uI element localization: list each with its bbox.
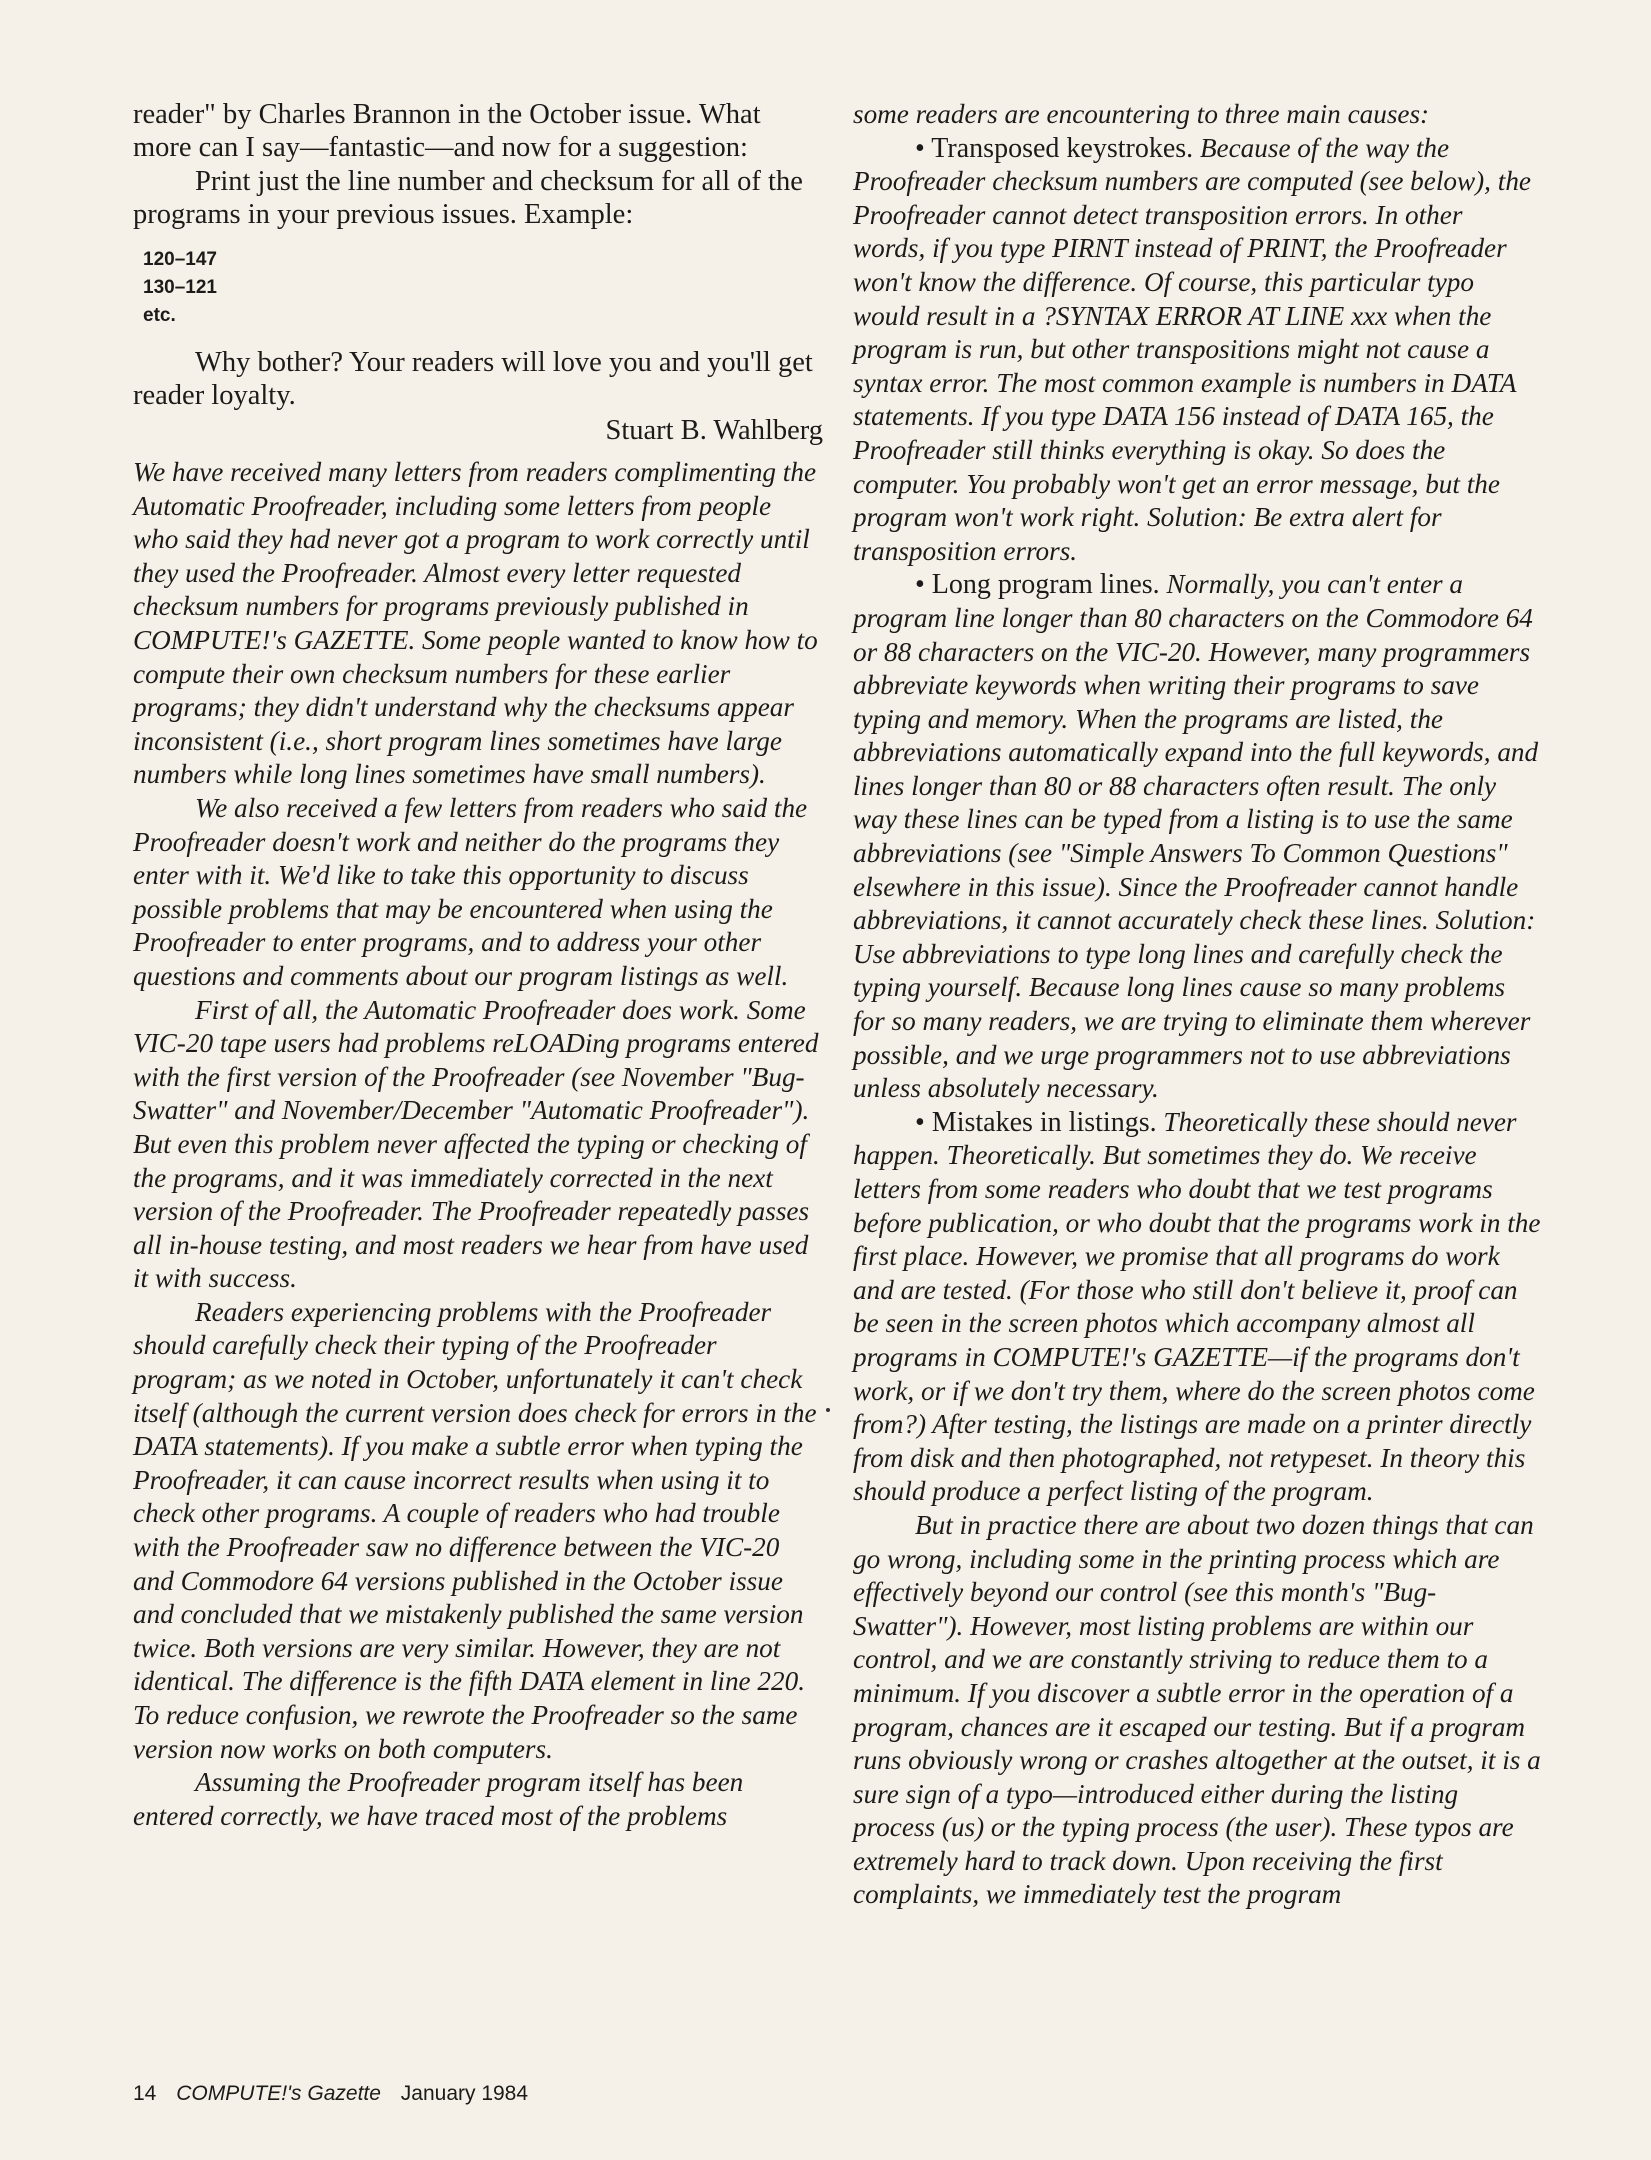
issue-date: January 1984 bbox=[400, 2082, 529, 2105]
bullet-long-program-lines bbox=[853, 568, 1541, 1106]
reply-paragraph-2: We also received a few letters from readers who said the Proofreader doesn't work and neither do the programs they enter with it. We'd like to take this opportunity to discuss possible problems that may be encountered when using the Proofreader to enter programs, and to address your other questions and comments about our program listings as well. bbox=[133, 792, 808, 991]
page-footer bbox=[133, 2082, 528, 2106]
reply-paragraph-1: We have received many letters from readers complimenting the Automatic Proofreader, including some letters from people who said they had never got a program to work correctly until they used the Proofreader. Almost every letter requested checksum numbers for programs previously published in COMPUTE!'s GAZETTE. Some people wanted to know how to compute their own checksum numbers for these earlier programs; they didn't understand why the checksums appear inconsistent (i.e., short program lines sometimes have large numbers while long lines sometimes have small numbers). bbox=[133, 457, 818, 790]
reply-paragraph-5: Assuming the Proofreader program itself has been entered correctly, we have traced most of the problems bbox=[133, 1767, 744, 1831]
bullet-heading: • Transposed keystrokes. bbox=[915, 132, 1194, 164]
bullet-heading: • Long program lines. bbox=[915, 569, 1160, 601]
letter-paragraph-1: reader" by Charles Brannon in the October issue. What more can I say—fantastic—and now for a suggestion: bbox=[133, 99, 761, 164]
letter-paragraph-3: Why bother? Your readers will love you and you'll get reader loyalty. bbox=[133, 346, 813, 412]
reply-paragraph-4: Readers experiencing problems with the Proofreader should carefully check their typing of the Proofreader program; as we noted in October, unfortunately it can't check itself (although the current version does check for errors in the DATA statements). If you make a subtle error when typing the Proofreader, it can cause incorrect results when using it to check other programs. A couple of readers who had trouble with the Proofreader saw no difference between the VIC-20 and Commodore 64 versions published in the October issue and concluded that we mistakenly published the same version twice. Both versions are very similar. However, they are not identical. The difference is the fifth DATA element in line 220. To reduce confusion, we rewrote the Proofreader so the same version now works on both computers. bbox=[133, 1296, 817, 1764]
margin-dot bbox=[826, 1408, 830, 1412]
bullet-body: Because of the way the Proofreader checksum numbers are computed (see below), the Proofreader cannot detect transposition errors. In other words, if you type PIRNT instead of PRINT, the Proofreader won't know the difference. Of course, this particular typo would result in a ?SYNTAX ERROR AT LINE xxx when the program is run, but other transpositions might not cause a syntax error. The most common example is numbers in DATA statements. If you type DATA 156 instead of DATA 165, the Proofreader still thinks everything is okay. So does the computer. You probably won't get an error message, but the program won't work right. Solution: Be extra alert for transposition errors. bbox=[853, 132, 1531, 566]
letter-signature: Stuart B. Wahlberg bbox=[605, 415, 823, 447]
code-line: 120–147 bbox=[143, 248, 217, 270]
left-column bbox=[133, 98, 823, 1833]
checksum-example bbox=[143, 246, 823, 330]
page-number: 14 bbox=[133, 2082, 157, 2105]
code-line: etc. bbox=[143, 304, 176, 326]
bullet-transposed-keystrokes bbox=[853, 132, 1541, 569]
bullet-body: Theoretically these should never happen. Theoretically. But sometimes they do. We receive letters from some readers who doubt that we test programs before publication, or who doubt that the programs work in the first place. However, we promise that all programs do work and are tested. (For those who still don't believe it, proof can be seen in the screen photos which accompany almost all programs in COMPUTE!'s GAZETTE—if the programs don't work, or if we don't try them, where do the screen photos come from?) After testing, the listings are made on a printer directly from disk and then photographed, not retypeset. In theory this should produce a perfect listing of the program. bbox=[853, 1106, 1541, 1507]
bullet-heading: • Mistakes in listings. bbox=[915, 1106, 1157, 1138]
bullet-mistakes-in-listings bbox=[853, 1106, 1541, 1509]
final-paragraph: But in practice there are about two dozen things that can go wrong, including some in the printing process which are effectively beyond our control (see this month's "Bug-Swatter"). However, most listing problems are within our control, and we are constantly striving to reduce them to a minimum. If you discover a subtle error in the operation of a program, chances are it escaped our testing. But if a program runs obviously wrong or crashes altogether at the outset, it is a sure sign of a typo—introduced either during the listing process (us) or the typing process (the user). These typos are extremely hard to track down. Upon receiving the first complaints, we immediately test the program bbox=[853, 1509, 1541, 1910]
code-line: 130–121 bbox=[143, 276, 217, 298]
letter-paragraph-2: Print just the line number and checksum for all of the programs in your previous issues. Example: bbox=[133, 165, 803, 231]
bullet-body: Normally, you can't enter a program line longer than 80 characters on the Commodore 64 or 88 characters on the VIC-20. However, many programmers abbreviate keywords when writing their programs to save typing and memory. When the programs are listed, the abbreviations automatically expand into the full keywords, and lines longer than 80 or 88 characters often result. The only way these lines can be typed from a listing is to use the same abbreviations (see "Simple Answers To Common Questions" elsewhere in this issue). Since the Proofreader cannot handle abbreviations, it cannot accurately check these lines. Solution: Use abbreviations to type long lines and carefully check the typing yourself. Because long lines cause so many problems for so many readers, we are trying to eliminate them wherever possible, and we urge programmers not to use abbreviations unless absolutely necessary. bbox=[853, 569, 1539, 1104]
magazine-name: COMPUTE!'s Gazette bbox=[176, 2082, 381, 2105]
reply-paragraph-3: First of all, the Automatic Proofreader does work. Some VIC-20 tape users had problems reLOADing programs entered with the first version of the Proofreader (see November "Bug-Swatter" and November/December "Automatic Proofreader"). But even this problem never affected the typing or checking of the programs, and it was immediately corrected in the next version of the Proofreader. The Proofreader repeatedly passes all in-house testing, and most readers we hear from have used it with success. bbox=[133, 994, 819, 1294]
right-column bbox=[853, 98, 1541, 1912]
continued-paragraph: some readers are encountering to three main causes: bbox=[853, 99, 1430, 129]
